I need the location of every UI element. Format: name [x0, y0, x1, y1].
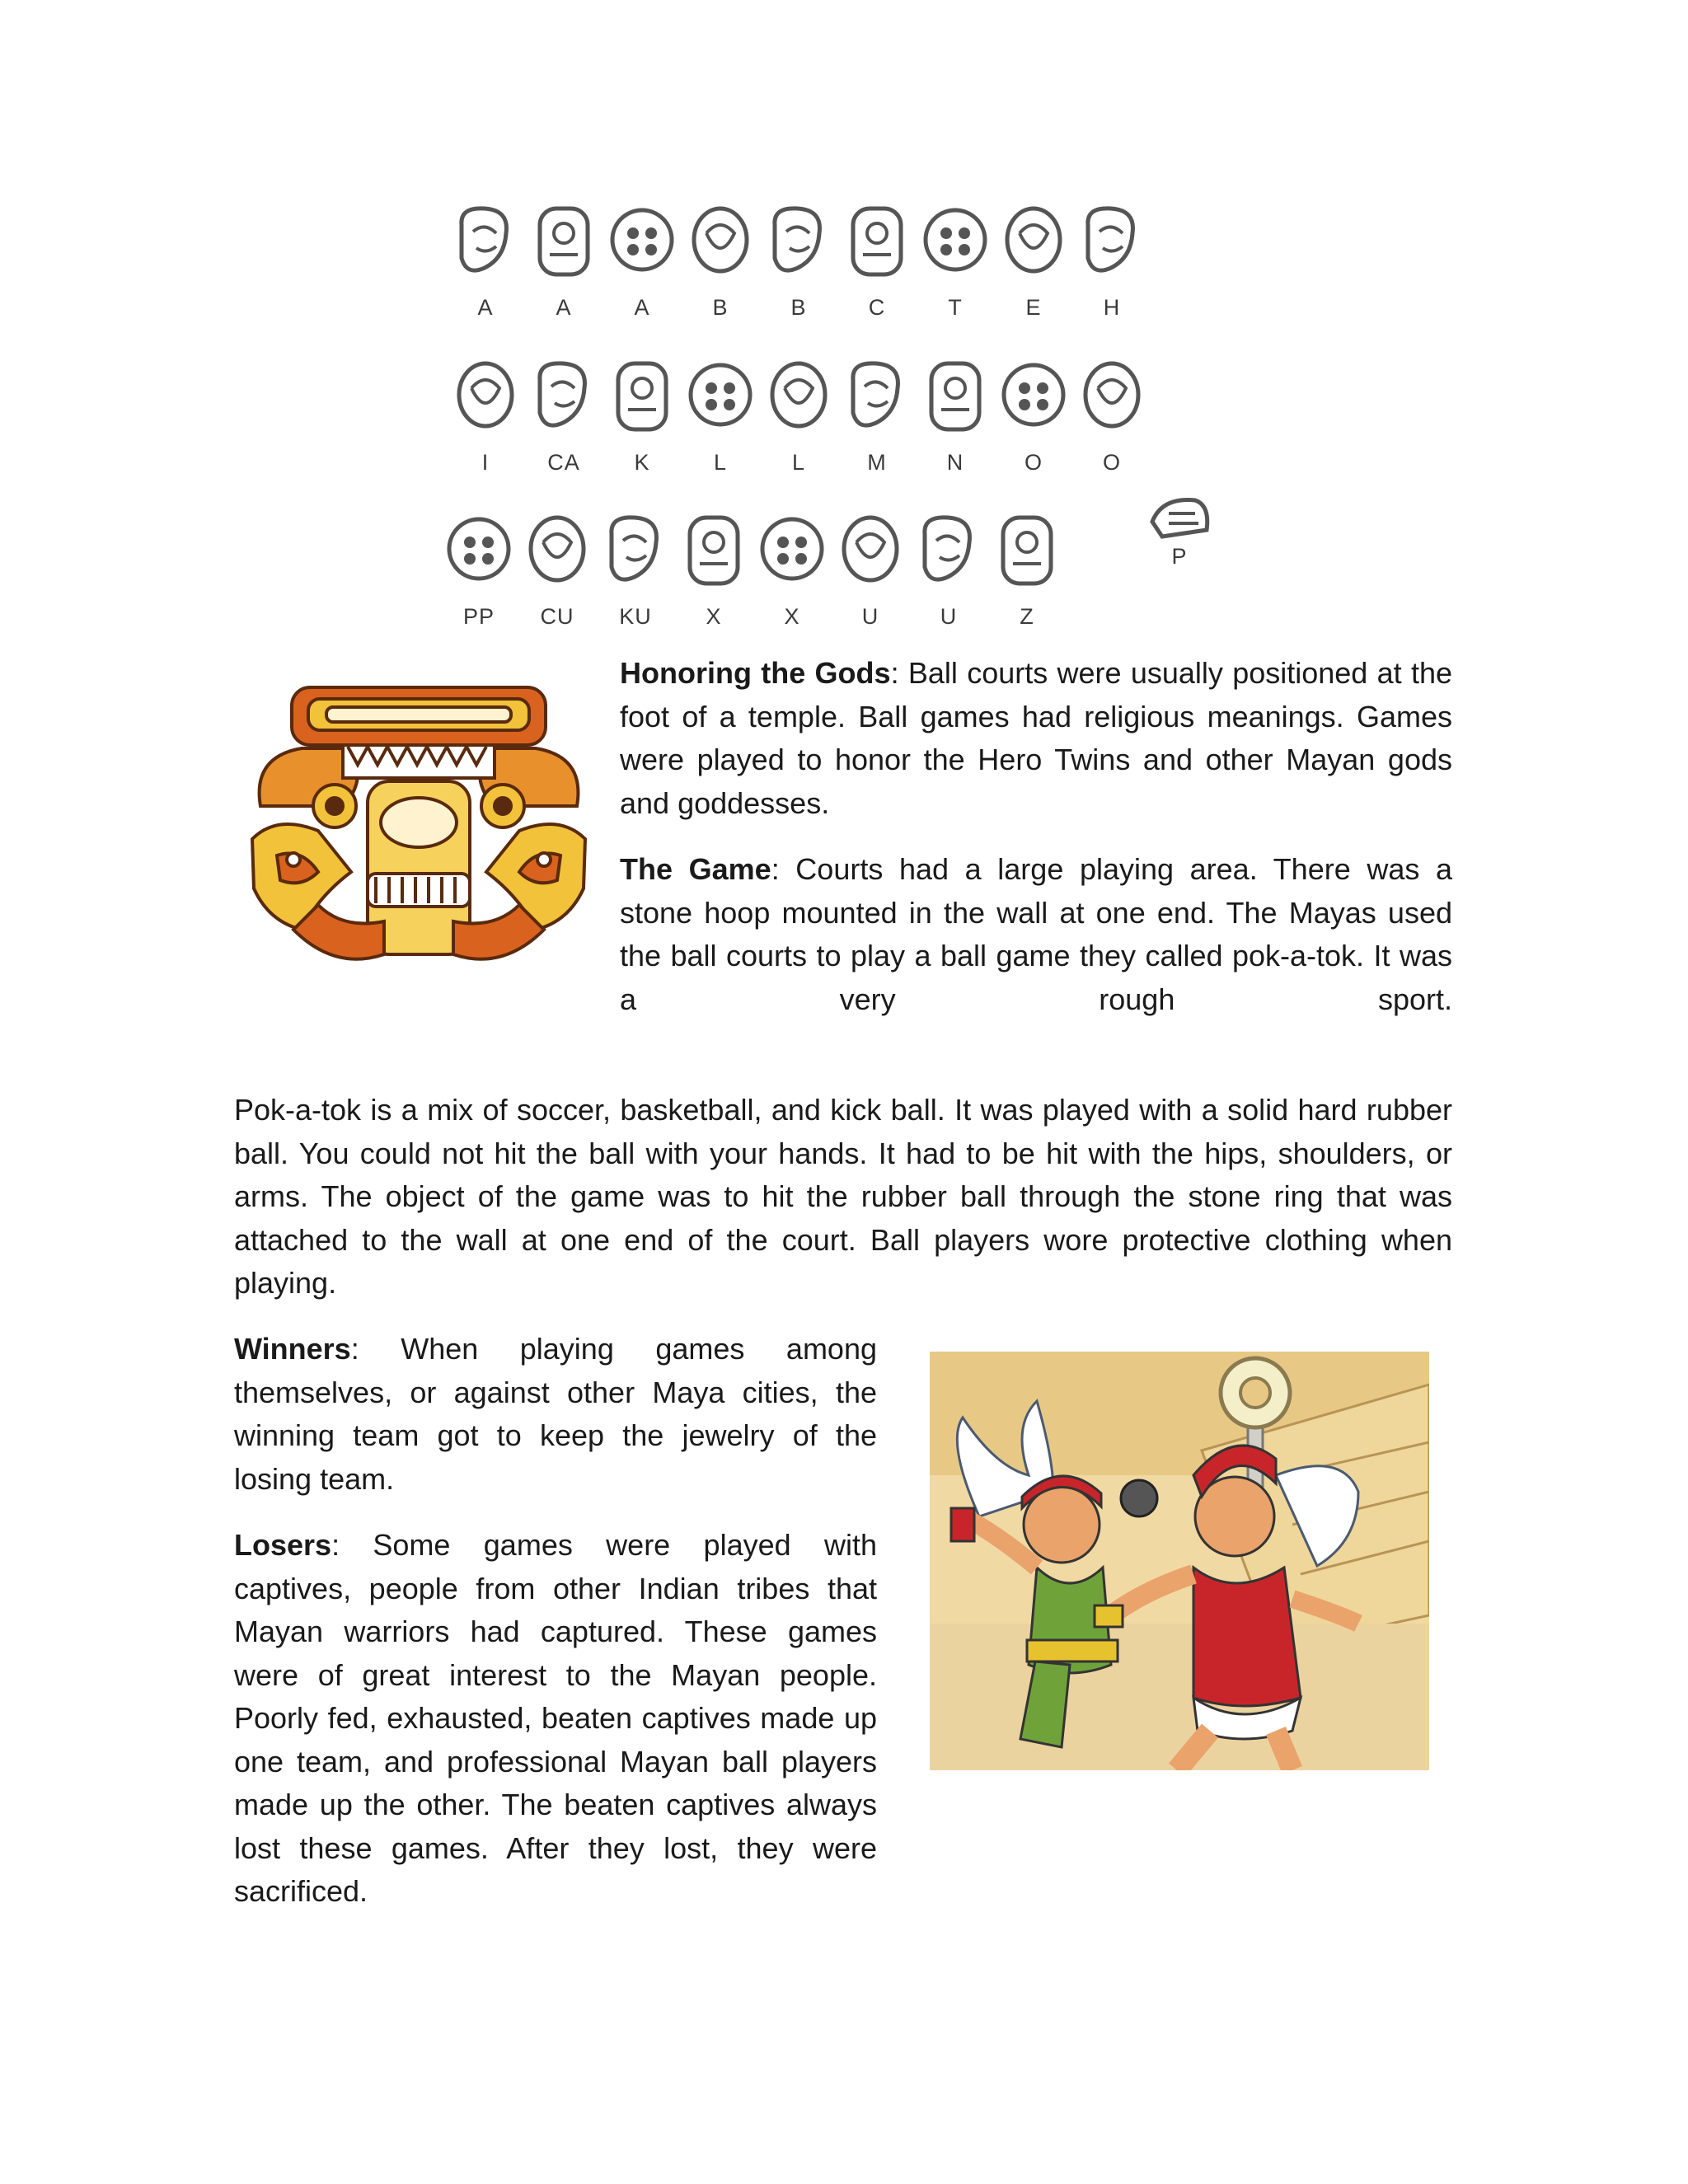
glyph-drawing — [608, 196, 676, 287]
maya-mask-illustration — [244, 682, 593, 972]
glyph-ku — [602, 505, 669, 645]
glyph-label: U — [940, 604, 958, 629]
glyph-label: K — [634, 450, 650, 475]
glyph-u — [915, 505, 982, 645]
glyph-label: CA — [547, 450, 580, 475]
glyph-drawing — [452, 351, 519, 442]
glyph-label: O — [1102, 450, 1121, 475]
glyph-l — [687, 351, 754, 491]
section-heading: Honoring the Gods — [620, 656, 891, 690]
glyph-drawing — [765, 351, 832, 442]
section-heading: The Game — [620, 852, 771, 886]
glyph-c — [843, 196, 911, 336]
glyph-drawing — [452, 196, 519, 287]
glyph-a — [608, 196, 676, 336]
glyph-drawing — [921, 196, 989, 287]
glyph-drawing — [530, 351, 598, 442]
glyph-label: M — [867, 450, 887, 475]
glyph-label: N — [946, 450, 964, 475]
glyph-z — [993, 505, 1061, 645]
ball-game-players-illustration — [930, 1352, 1429, 1770]
glyph-drawing — [687, 196, 754, 287]
glyph-drawing — [523, 505, 591, 596]
glyph-p — [1146, 485, 1213, 625]
glyph-drawing — [993, 505, 1061, 596]
glyph-label: A — [556, 295, 572, 320]
glyph-ca — [530, 351, 598, 491]
glyph-t — [921, 196, 989, 336]
glyph-label: Z — [1020, 604, 1034, 629]
glyph-u — [837, 505, 904, 645]
section-body: : Some games were played with captives, people from other Indian tribes that Mayan warriors had captured. These games were of great interest to the Mayan people. Poorly fed, exhausted, beaten captives made up one team, and professional Mayan ball players made up the other. The beaten captives always lost these games. After they lost, they were sacrificed. — [234, 1528, 877, 1908]
glyph-drawing — [687, 351, 754, 442]
glyph-m — [843, 351, 911, 491]
glyph-drawing — [837, 505, 904, 596]
glyph-label: H — [1103, 295, 1121, 320]
glyph-a — [452, 196, 519, 336]
glyph-label: PP — [462, 604, 495, 629]
glyph-drawing — [1078, 196, 1146, 287]
section-body: : Courts had a large playing area. There was a stone hoop mounted in the wall at one end. The Mayas used the ball courts to play a ball game they called pok-a-tok. It was a very rough sport. — [620, 852, 1452, 1016]
glyph-o — [1000, 351, 1067, 491]
section-body: : When playing games among themselves, or against other Maya cities, the winning team got to keep the jewelry of the losing team. — [234, 1332, 877, 1496]
glyph-h — [1078, 196, 1146, 336]
glyph-drawing — [608, 351, 676, 442]
glyph-label: C — [868, 295, 886, 320]
glyph-i — [452, 351, 519, 491]
glyph-l — [765, 351, 832, 491]
glyph-label: KU — [619, 604, 652, 629]
glyph-b — [765, 196, 832, 336]
glyph-drawing — [843, 196, 911, 287]
glyph-label: E — [1025, 295, 1042, 320]
maya-glyph-alphabet-chart — [420, 188, 1245, 633]
glyph-label: O — [1024, 450, 1043, 475]
winners-paragraph — [234, 1328, 877, 1501]
section-heading: Losers — [234, 1528, 332, 1562]
glyph-drawing — [1000, 351, 1067, 442]
glyph-label: CU — [540, 604, 574, 629]
glyph-b — [687, 196, 754, 336]
glyph-label: A — [477, 295, 494, 320]
glyph-x — [758, 505, 826, 645]
section-body: Pok-a-tok is a mix of soccer, basketball, and kick ball. It was played with a solid hard rubber ball. You could not hit the ball with your hands. It had to be hit with the hips, shoulders, or arms. The object of the game was to hit the rubber ball through the stone ring that was attached to the wall at one end of the court. Ball players wore protective clothing when playing. — [234, 1093, 1452, 1300]
glyph-a — [530, 196, 598, 336]
glyph-label: X — [784, 604, 800, 629]
glyph-drawing — [915, 505, 982, 596]
glyph-label: P — [1171, 544, 1188, 569]
glyph-drawing — [843, 351, 911, 442]
glyph-label: A — [634, 295, 650, 320]
glyph-label: I — [481, 450, 490, 475]
glyph-k — [608, 351, 676, 491]
the-game-paragraph — [620, 848, 1452, 1021]
glyph-n — [921, 351, 989, 491]
glyph-drawing — [680, 505, 748, 596]
losers-paragraph — [234, 1524, 877, 1914]
glyph-cu — [523, 505, 591, 645]
pok-a-tok-paragraph — [234, 1089, 1452, 1305]
glyph-label: B — [712, 295, 729, 320]
glyph-label: L — [713, 450, 728, 475]
glyph-drawing — [602, 505, 669, 596]
glyph-drawing — [530, 196, 598, 287]
glyph-drawing — [765, 196, 832, 287]
glyph-label: U — [861, 604, 879, 629]
glyph-label: B — [790, 295, 807, 320]
section-heading: Winners — [234, 1332, 351, 1366]
glyph-drawing — [1000, 196, 1067, 287]
glyph-drawing — [758, 505, 826, 596]
glyph-pp — [445, 505, 513, 645]
glyph-label: L — [791, 450, 806, 475]
honoring-the-gods-paragraph — [620, 652, 1452, 825]
section-body: : Ball courts were usually positioned at the foot of a temple. Ball games had religious meanings. Games were played to honor the Hero Twins and other Mayan gods and goddesses. — [620, 656, 1452, 820]
glyph-label: T — [948, 295, 963, 320]
glyph-e — [1000, 196, 1067, 336]
glyph-o — [1078, 351, 1146, 491]
glyph-drawing — [1078, 351, 1146, 442]
glyph-drawing — [921, 351, 989, 442]
glyph-x — [680, 505, 748, 645]
glyph-drawing — [445, 505, 513, 596]
glyph-label: X — [706, 604, 722, 629]
